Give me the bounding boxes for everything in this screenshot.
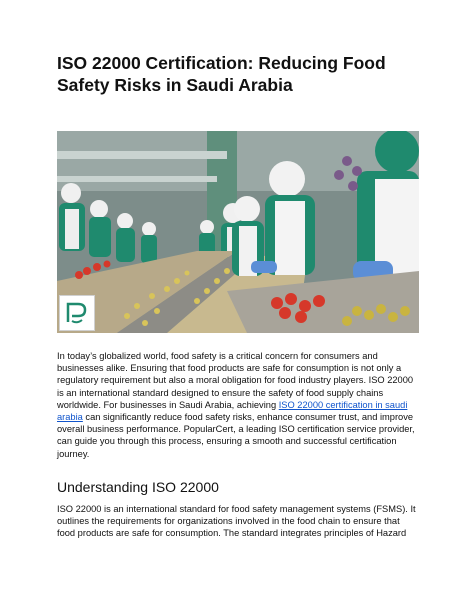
document-title: ISO 22000 Certification: Reducing Food Safety Risks in Saudi Arabia [57, 53, 386, 95]
intro-text-before-link: In today’s globalized world, food safety is a critical concern for consumers and businesses alike. Ensuring that food products are safe for consumption is not only a regulatory requirement but also a moral obligation for food industry players. ISO 22000 is an international standard designed to ensure the safety of food supply chains worldwide. For businesses in Saudi Arabia, achieving [57, 351, 414, 410]
section-heading: Understanding ISO 22000 [57, 479, 219, 495]
hero-photo [57, 131, 419, 333]
intro-text-after-link: can significantly reduce food safety risks, enhance consumer trust, and improve overall business performance. PopularCert, a leading ISO certification service provider, can guide you through this process, ensuring a smooth and successful certification journey. [57, 412, 415, 459]
intro-paragraph [57, 350, 419, 460]
section-paragraph: ISO 22000 is an international standard for food safety management systems (FSMS). It outlines the requirements for organizations involved in the food chain to ensure that food products are safe for consumption. The standard integrates principles of Hazard [57, 504, 416, 539]
popularcert-logo-icon [59, 295, 95, 331]
food-processing-photo [57, 131, 419, 333]
iso-22000-certification-link[interactable]: ISO 22000 certification in saudi arabia [57, 399, 408, 423]
